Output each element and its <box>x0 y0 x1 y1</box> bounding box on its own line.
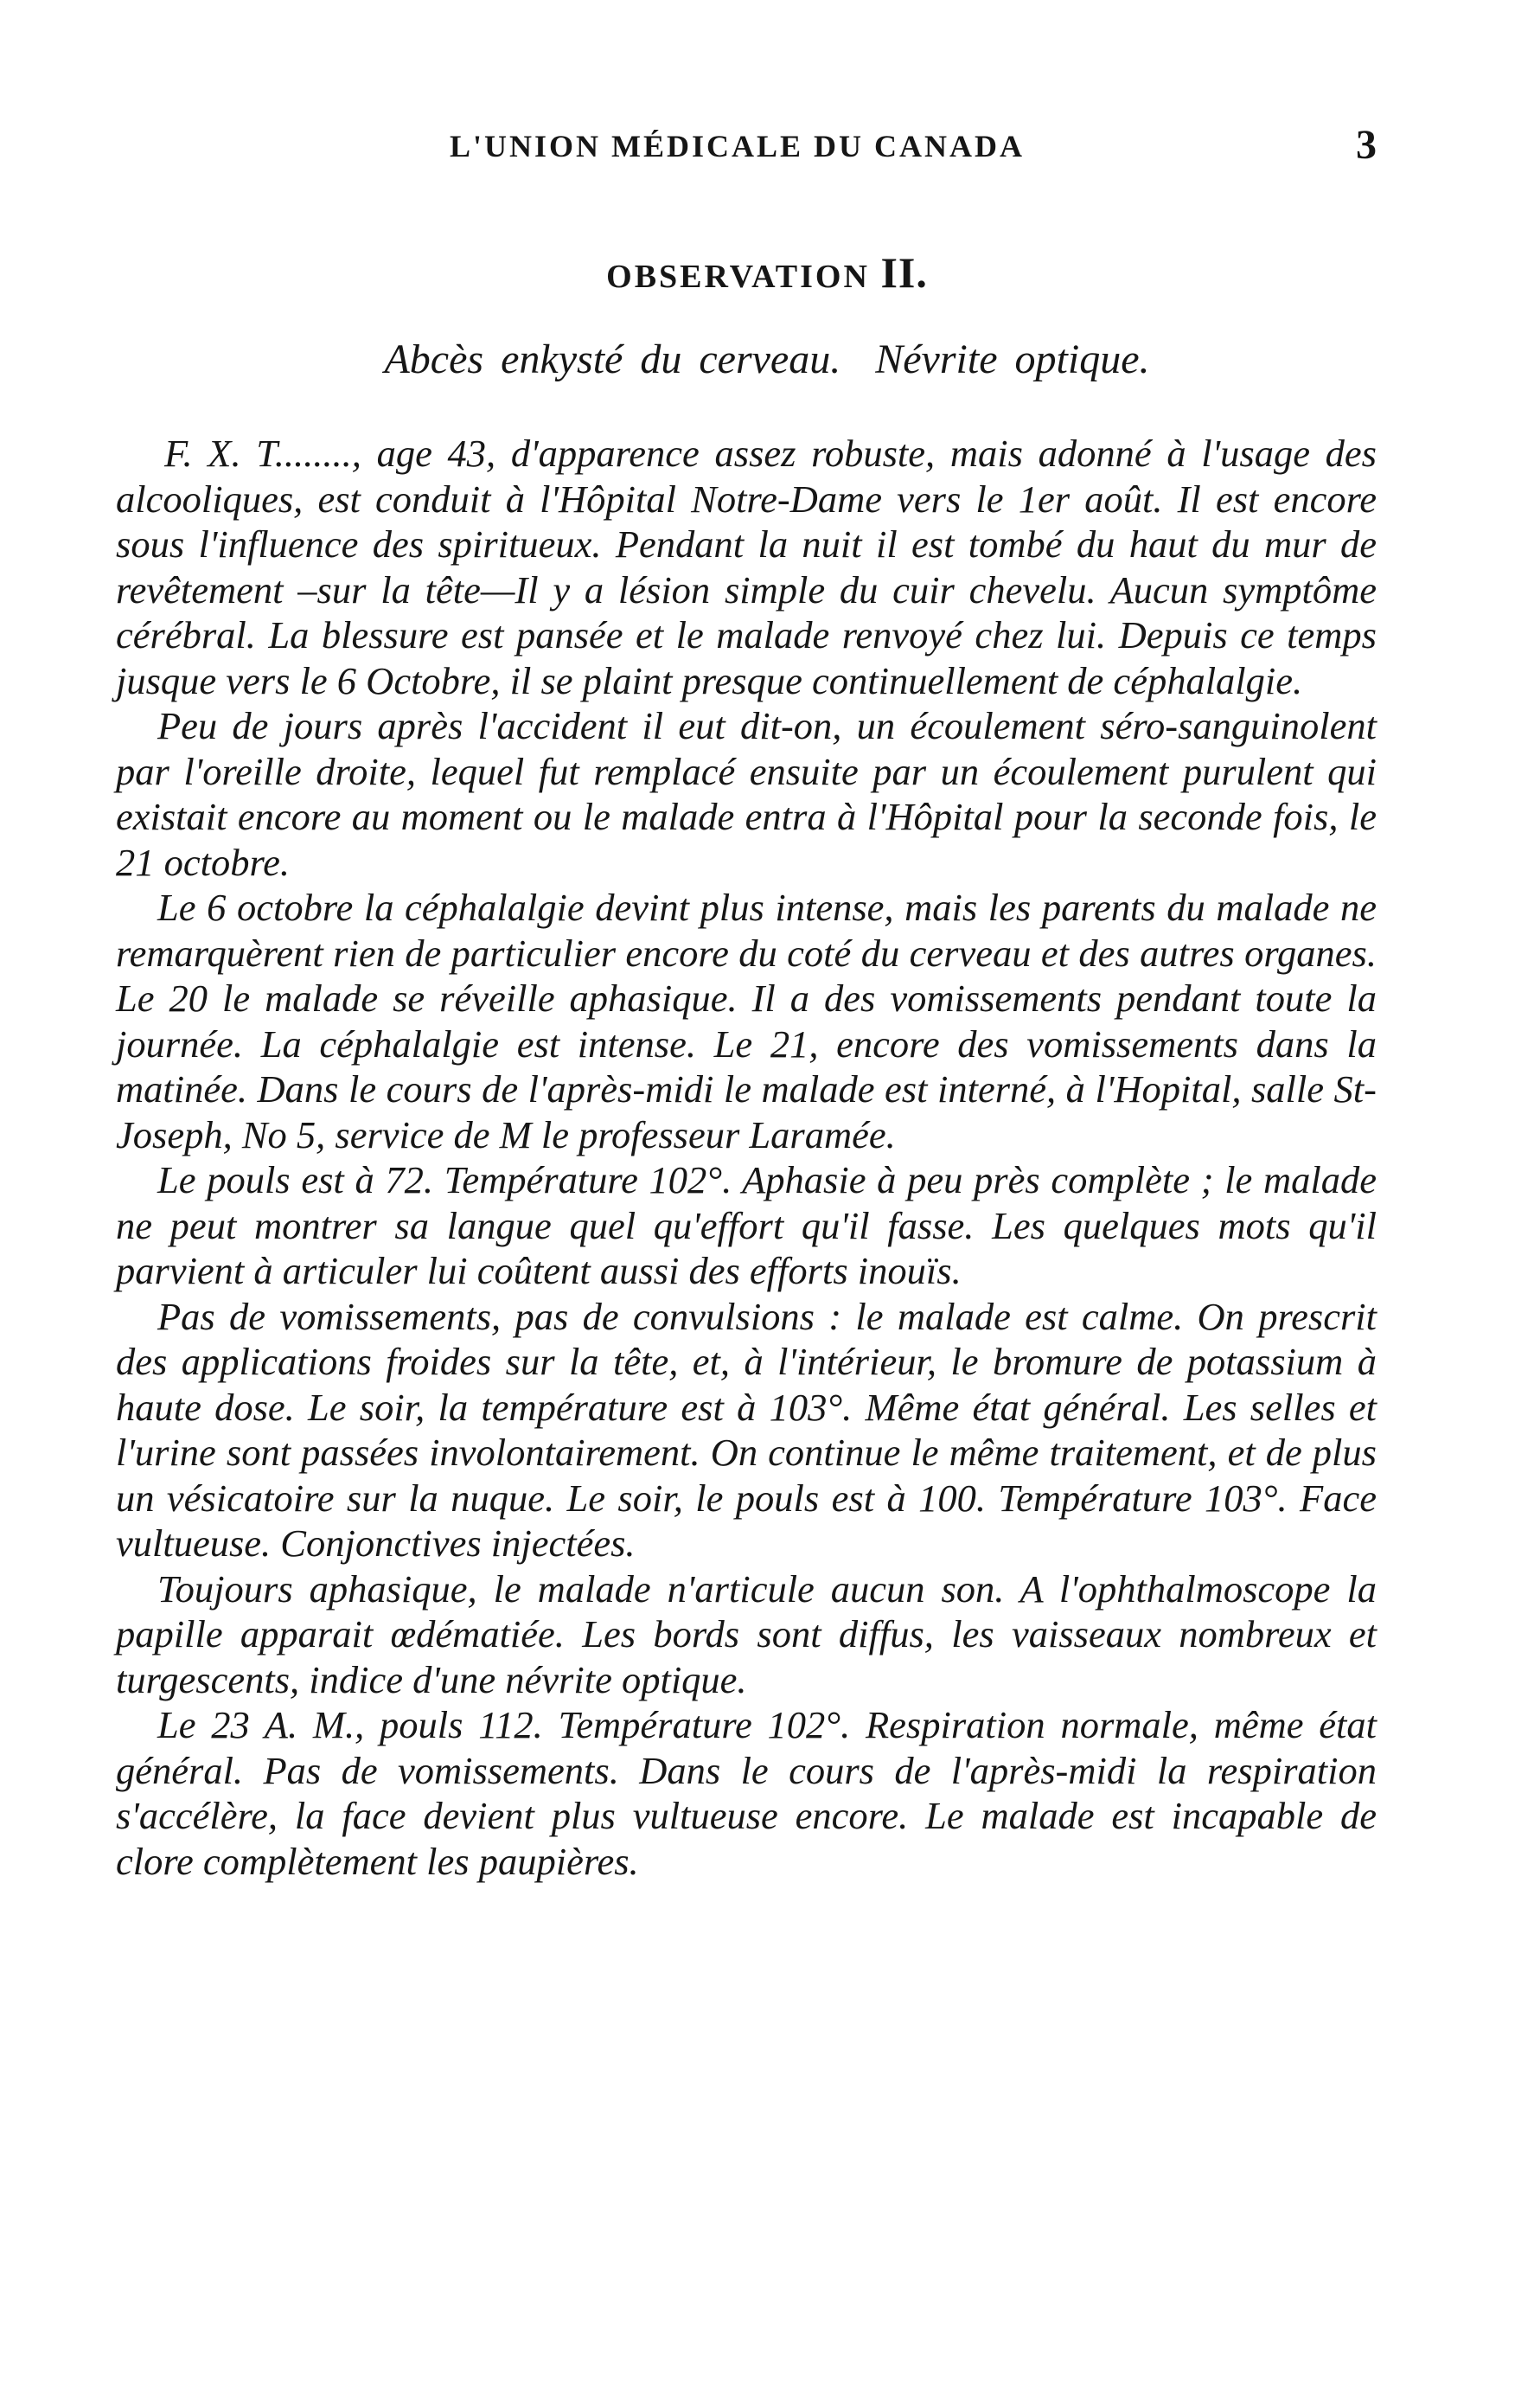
paragraph-admission: F. X. T........, age 43, d'apparence assez robuste, mais adonné à l'usage des alcooliques, est conduit à l'Hôpital Notre-Dame vers le 1er août. Il est encore sous l'influence des spiritueux. Pendant la nuit il est tombé du haut du mur de revêtement –sur la tête—Il y a lésion simple du cuir chevelu. Aucun symptôme cérébral. La blessure est pansée et le malade renvoyé chez lui. Depuis ce temps jusque vers le 6 Octobre, il se plaint presque continuellement de céphalalgie. <box>116 432 1377 702</box>
paragraph-ophthalmoscope: Toujours aphasique, le malade n'articule aucun son. A l'ophthalmoscope la papille apparait œdématiée. Les bords sont diffus, les vaisseaux nombreux et turgescents, indice d'une névrite optique. <box>116 1566 1377 1701</box>
paragraph-treatment: Pas de vomissements, pas de convulsions : le malade est calme. On prescrit des applications froides sur la tête, et, à l'intérieur, le bromure de potassium à haute dose. Le soir, la température est à 103°. Même état général. Les selles et l'urine sont passées involontairement. On continue le même traitement, et de plus un vésicatoire sur la nuque. Le soir, le pouls est à 100. Température 103°. Face vultueuse. Conjonctives injectées. <box>116 1294 1377 1565</box>
paragraph-day-23: Le 23 A. M., pouls 112. Température 102°. Respiration normale, même état général. Pas de vomissements. Dans le cours de l'après-midi la respiration s'accélère, la face devient plus vultueuse encore. Le malade est incapable de clore complètement les paupières. <box>116 1703 1377 1883</box>
subtitle-optic-neuritis: Névrite optique. <box>875 336 1150 382</box>
paragraph-pulse-temperature: Le pouls est à 72. Température 102°. Aphasie à peu près complète ; le malade ne peut montrer sa langue quel qu'effort qu'il fasse. Les quelques mots qu'il parvient à articuler lui coûtent aussi des efforts inouïs. <box>116 1158 1377 1292</box>
heading-word: OBSERVATION <box>606 259 870 295</box>
running-title: L'UNION MÉDICALE DU CANADA <box>450 129 1026 163</box>
section-subtitle <box>0 336 1534 383</box>
observation-body <box>116 431 1377 1884</box>
section-heading <box>0 247 1534 298</box>
page-number: 3 <box>1356 122 1377 168</box>
heading-numeral: II. <box>880 248 928 297</box>
subtitle-abscess: Abcès enkysté du cerveau. <box>384 336 841 382</box>
paragraph-discharge: Peu de jours après l'accident il eut dit-on, un écoulement séro-sanguinolent par l'oreille droite, lequel fut remplacé ensuite par un écoulement purulent qui existait encore au moment ou le malade entra à l'Hôpital pour la seconde fois, le 21 octobre. <box>116 704 1377 884</box>
paragraph-aphasia-onset: Le 6 octobre la céphalalgie devint plus intense, mais les parents du malade ne remarquèrent rien de particulier encore du coté du cerveau et des autres organes. Le 20 le malade se réveille aphasique. Il a des vomissements pendant toute la journée. La céphalalgie est intense. Le 21, encore des vomissements dans la matinée. Dans le cours de l'après-midi le malade est interné, à l'Hopital, salle St-Joseph, No 5, service de M le professeur Laramée. <box>116 886 1377 1156</box>
